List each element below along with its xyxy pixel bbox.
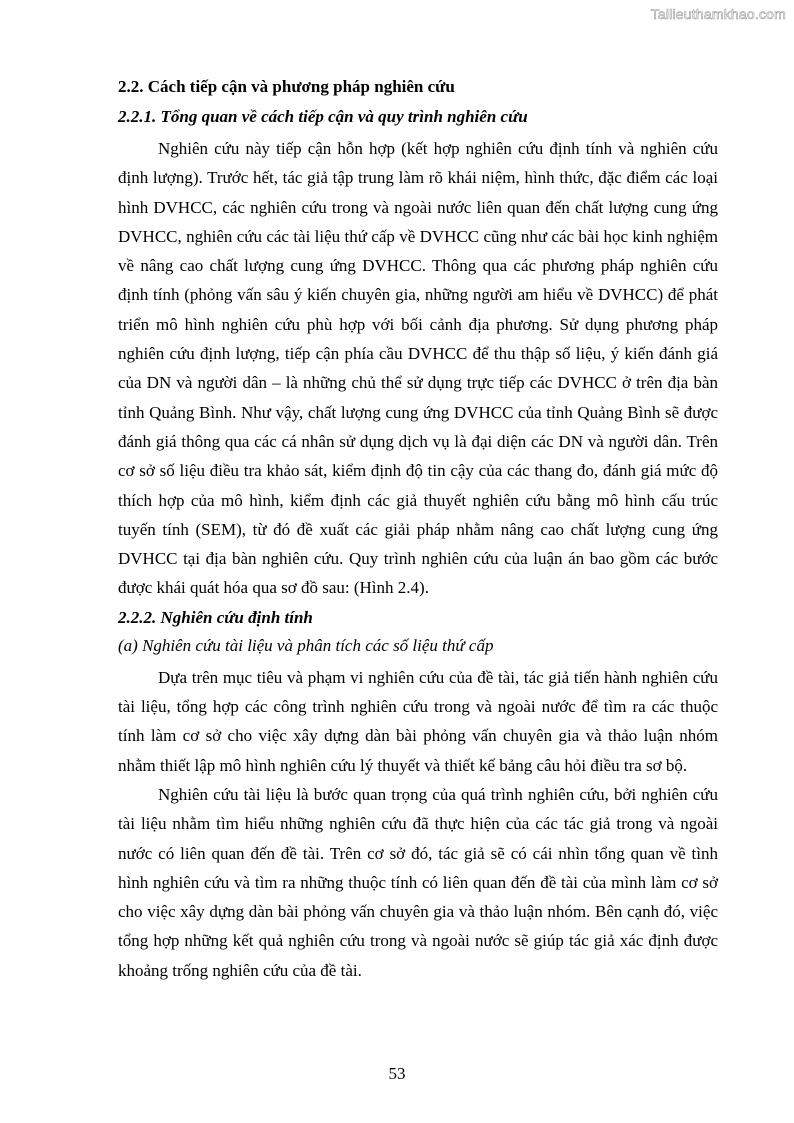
section-heading: 2.2. Cách tiếp cận và phương pháp nghiên cứu [118, 77, 455, 96]
paragraph-document-research-1: Dựa trên mục tiêu và phạm vi nghiên cứu của đề tài, tác giả tiến hành nghiên cứu tài liệu, tổng hợp các công trình nghiên cứu trong và ngoài nước để tìm ra các thuộc tính làm cơ sở cho việc xây dựng dàn bài phỏng vấn chuyên gia và thảo luận nhóm nhằm thiết lập mô hình nghiên cứu lý thuyết và thiết kế bảng câu hỏi điều tra sơ bộ. [118, 667, 718, 775]
page-number: 53 [388, 1064, 406, 1083]
paragraph-document-research-2: Nghiên cứu tài liệu là bước quan trọng của quá trình nghiên cứu, bởi nghiên cứu tài liệu nhằm tìm hiểu những nghiên cứu đã thực hiện của các tác giả trong và ngoài nước có liên quan đến đề tài. Trên cơ sở đó, tác giả sẽ có cái nhìn tổng quan về tình hình nghiên cứu và tìm ra những thuộc tính có liên quan đến đề tài của mình làm cơ sở cho việc xây dựng dàn bài phỏng vấn chuyên gia và thảo luận nhóm. Bên cạnh đó, việc tổng hợp những kết quả nghiên cứu trong và ngoài nước sẽ giúp tác giả xác định được khoảng trống nghiên cứu của đề tài. [118, 784, 718, 980]
subsection-1-heading: 2.2.1. Tổng quan về cách tiếp cận và quy trình nghiên cứu [118, 107, 528, 126]
paragraph-approach: Nghiên cứu này tiếp cận hỗn hợp (kết hợp nghiên cứu định tính và nghiên cứu định lượng). Trước hết, tác giả tập trung làm rõ khái niệm, hình thức, đặc điểm các loại hình DVHCC, các nghiên cứu trong và ngoài nước liên quan đến chất lượng cung ứng DVHCC, nghiên cứu các tài liệu thứ cấp về DVHCC cũng như các bài học kinh nghiệm về nâng cao chất lượng cung ứng DVHCC. Thông qua các phương pháp nghiên cứu định tính (phỏng vấn sâu ý kiến chuyên gia, những người am hiểu về DVHCC) để phát triển mô hình nghiên cứu phù hợp với bối cảnh địa phương. Sử dụng phương pháp nghiên cứu định lượng, tiếp cận phía cầu DVHCC để thu thập số liệu, ý kiến đánh giá của DN và người dân – là những chủ thể sử dụng trực tiếp các DVHCC ở trên địa bàn tỉnh Quảng Bình. Như vậy, chất lượng cung ứng DVHCC của tỉnh Quảng Bình sẽ được đánh giá thông qua các cá nhân sử dụng dịch vụ là đại diện các DN và người dân. Trên cơ sở số liệu điều tra khảo sát, kiểm định độ tin cậy của các thang đo, đánh giá mức độ thích hợp của mô hình, kiểm định các giả thuyết nghiên cứu bằng mô hình cấu trúc tuyến tính (SEM), từ đó đề xuất các giải pháp nhằm nâng cao chất lượng cung ứng DVHCC tại địa bàn nghiên cứu. Quy trình nghiên cứu của luận án bao gồm các bước được khái quát hóa qua sơ đồ sau: (Hình 2.4). [118, 139, 718, 598]
page-content [118, 76, 718, 985]
subsection-2-heading: 2.2.2. Nghiên cứu định tính [118, 607, 313, 627]
watermark: Tailieuthamkhao.com [650, 6, 786, 22]
item-a-heading: (a) Nghiên cứu tài liệu và phân tích các số liệu thứ cấp [118, 635, 494, 655]
